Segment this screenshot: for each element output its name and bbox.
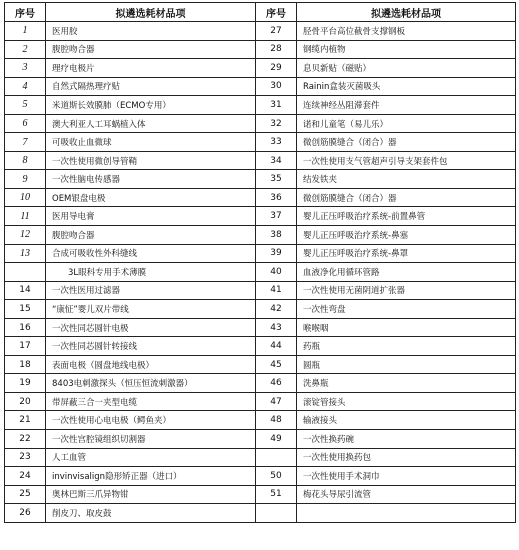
serial-cell: 43 bbox=[256, 318, 297, 337]
table-row bbox=[5, 355, 516, 374]
serial-cell: 45 bbox=[256, 355, 297, 374]
item-cell: 奥林巴斯三爪异物钳 bbox=[46, 485, 256, 504]
item-cell: 腹腔吻合器 bbox=[46, 40, 256, 59]
serial-cell: 39 bbox=[256, 244, 297, 263]
serial-cell: 17 bbox=[5, 337, 46, 356]
item-cell: 一次性换药碗 bbox=[297, 430, 516, 449]
item-cell: 喉喉咽 bbox=[297, 318, 516, 337]
serial-cell: 8 bbox=[5, 151, 46, 170]
consumables-table bbox=[4, 2, 516, 523]
item-cell: “康怔”婴儿双片带线 bbox=[46, 300, 256, 319]
header-serial-1: 序号 bbox=[5, 3, 46, 22]
table-row bbox=[5, 226, 516, 245]
serial-cell: 35 bbox=[256, 170, 297, 189]
item-cell: invinvisalign隐形矫正器（进口） bbox=[46, 467, 256, 486]
item-cell: 诺和儿童笔（易儿乐） bbox=[297, 114, 516, 133]
item-cell: 一次性宫腔镜组织切割器 bbox=[46, 430, 256, 449]
item-cell: 一次性使用换药包 bbox=[297, 448, 516, 467]
item-cell: 一次性弯盘 bbox=[297, 300, 516, 319]
serial-cell: 48 bbox=[256, 411, 297, 430]
table-row bbox=[5, 96, 516, 115]
item-cell: 微创筋膜缝合（闭合）器 bbox=[297, 188, 516, 207]
item-cell: 滚锭管接头 bbox=[297, 392, 516, 411]
item-cell: 腹腔吻合器 bbox=[46, 226, 256, 245]
serial-cell: 20 bbox=[5, 392, 46, 411]
table-row bbox=[5, 114, 516, 133]
table-row bbox=[5, 392, 516, 411]
item-cell: 一次性使用微创导管鞘 bbox=[46, 151, 256, 170]
serial-cell bbox=[256, 448, 297, 467]
table-row bbox=[5, 40, 516, 59]
item-cell: 一次性使用无菌阴道扩张器 bbox=[297, 281, 516, 300]
item-cell: 医用导电膏 bbox=[46, 207, 256, 226]
serial-cell: 16 bbox=[5, 318, 46, 337]
item-cell: 表面电极（圆盘地线电极） bbox=[46, 355, 256, 374]
serial-cell: 25 bbox=[5, 485, 46, 504]
serial-cell bbox=[5, 263, 46, 282]
item-cell: 一次性同芯圆针转接线 bbox=[46, 337, 256, 356]
table-body bbox=[5, 22, 516, 523]
item-cell: 8403电刺激探头（恒压恒流刺激器） bbox=[46, 374, 256, 393]
item-cell: 医用胶 bbox=[46, 22, 256, 41]
table-row bbox=[5, 300, 516, 319]
table-row bbox=[5, 59, 516, 78]
serial-cell: 31 bbox=[256, 96, 297, 115]
serial-cell: 30 bbox=[256, 77, 297, 96]
item-cell: 连续神经丛阻滞套件 bbox=[297, 96, 516, 115]
item-cell: 合成可吸收性外科缝线 bbox=[46, 244, 256, 263]
serial-cell: 23 bbox=[5, 448, 46, 467]
item-cell: 一次性使用心电电极（鳄鱼夹） bbox=[46, 411, 256, 430]
item-cell: 洗鼻瓶 bbox=[297, 374, 516, 393]
serial-cell: 6 bbox=[5, 114, 46, 133]
table-row bbox=[5, 281, 516, 300]
item-cell: 一次性使用手术洞巾 bbox=[297, 467, 516, 486]
serial-cell: 9 bbox=[5, 170, 46, 189]
document-page bbox=[4, 2, 516, 523]
item-cell: 一次性同芯圆针电极 bbox=[46, 318, 256, 337]
item-cell: 婴儿正压呼吸治疗系统-鼻塞 bbox=[297, 226, 516, 245]
table-row bbox=[5, 263, 516, 282]
item-cell: 钢缆内植物 bbox=[297, 40, 516, 59]
serial-cell: 24 bbox=[5, 467, 46, 486]
item-cell: 削皮刀、取皮鼓 bbox=[46, 504, 256, 523]
item-cell: 药瓶 bbox=[297, 337, 516, 356]
table-row bbox=[5, 188, 516, 207]
item-cell: OEM银盘电极 bbox=[46, 188, 256, 207]
table-row bbox=[5, 170, 516, 189]
serial-cell: 26 bbox=[5, 504, 46, 523]
serial-cell: 32 bbox=[256, 114, 297, 133]
serial-cell: 36 bbox=[256, 188, 297, 207]
serial-cell: 47 bbox=[256, 392, 297, 411]
serial-cell: 34 bbox=[256, 151, 297, 170]
serial-cell: 42 bbox=[256, 300, 297, 319]
table-row bbox=[5, 374, 516, 393]
item-cell: 一次性脑电传感器 bbox=[46, 170, 256, 189]
header-item-1: 拟遴选耗材品项 bbox=[46, 3, 256, 22]
item-cell: 人工血管 bbox=[46, 448, 256, 467]
serial-cell: 21 bbox=[5, 411, 46, 430]
item-cell: 澳大利亚人工耳蜗植入体 bbox=[46, 114, 256, 133]
item-cell: 结发铁夹 bbox=[297, 170, 516, 189]
table-row bbox=[5, 318, 516, 337]
serial-cell: 1 bbox=[5, 22, 46, 41]
table-row bbox=[5, 244, 516, 263]
table-row bbox=[5, 133, 516, 152]
table-row bbox=[5, 485, 516, 504]
table-row bbox=[5, 448, 516, 467]
item-cell: 自然式隔热理疗贴 bbox=[46, 77, 256, 96]
table-row bbox=[5, 337, 516, 356]
serial-cell: 50 bbox=[256, 467, 297, 486]
serial-cell: 40 bbox=[256, 263, 297, 282]
header-serial-2: 序号 bbox=[256, 3, 297, 22]
header-item-2: 拟遴选耗材品项 bbox=[297, 3, 516, 22]
item-cell: 梅花头导尿引流管 bbox=[297, 485, 516, 504]
table-row bbox=[5, 151, 516, 170]
serial-cell: 12 bbox=[5, 226, 46, 245]
item-cell: 息贝新贴（磁贴） bbox=[297, 59, 516, 78]
serial-cell: 15 bbox=[5, 300, 46, 319]
table-row bbox=[5, 430, 516, 449]
serial-cell: 14 bbox=[5, 281, 46, 300]
serial-cell: 28 bbox=[256, 40, 297, 59]
serial-cell: 7 bbox=[5, 133, 46, 152]
serial-cell: 13 bbox=[5, 244, 46, 263]
item-cell: 可吸收止血微球 bbox=[46, 133, 256, 152]
serial-cell: 44 bbox=[256, 337, 297, 356]
serial-cell: 3 bbox=[5, 59, 46, 78]
serial-cell: 19 bbox=[5, 374, 46, 393]
serial-cell: 38 bbox=[256, 226, 297, 245]
item-cell: 带屏蔽三合一夹型电缆 bbox=[46, 392, 256, 411]
item-cell: 输液接头 bbox=[297, 411, 516, 430]
item-cell: 3L眼科专用手术薄膜 bbox=[46, 263, 256, 282]
item-cell: 圆瓶 bbox=[297, 355, 516, 374]
item-cell: 婴儿正压呼吸治疗系统-前置鼻管 bbox=[297, 207, 516, 226]
serial-cell: 46 bbox=[256, 374, 297, 393]
serial-cell: 22 bbox=[5, 430, 46, 449]
serial-cell: 27 bbox=[256, 22, 297, 41]
serial-cell: 29 bbox=[256, 59, 297, 78]
item-cell: 微创筋膜缝合（闭合）器 bbox=[297, 133, 516, 152]
serial-cell: 10 bbox=[5, 188, 46, 207]
serial-cell: 2 bbox=[5, 40, 46, 59]
serial-cell: 41 bbox=[256, 281, 297, 300]
table-row bbox=[5, 467, 516, 486]
serial-cell bbox=[256, 504, 297, 523]
item-cell bbox=[297, 504, 516, 523]
table-row bbox=[5, 77, 516, 96]
item-cell: 一次性使用支气管超声引导支架套件包 bbox=[297, 151, 516, 170]
item-cell: 血液净化用循环管路 bbox=[297, 263, 516, 282]
serial-cell: 51 bbox=[256, 485, 297, 504]
item-cell: 理疗电极片 bbox=[46, 59, 256, 78]
serial-cell: 4 bbox=[5, 77, 46, 96]
item-cell: 米道斯长效膜肺（ECMO专用） bbox=[46, 96, 256, 115]
serial-cell: 18 bbox=[5, 355, 46, 374]
serial-cell: 33 bbox=[256, 133, 297, 152]
table-header-row bbox=[5, 3, 516, 22]
serial-cell: 5 bbox=[5, 96, 46, 115]
table-row bbox=[5, 504, 516, 523]
table-row bbox=[5, 207, 516, 226]
item-cell: 婴儿正压呼吸治疗系统-鼻罩 bbox=[297, 244, 516, 263]
table-row bbox=[5, 411, 516, 430]
item-cell: Rainin盒装灭菌吸头 bbox=[297, 77, 516, 96]
table-row bbox=[5, 22, 516, 41]
item-cell: 一次性医用过滤器 bbox=[46, 281, 256, 300]
serial-cell: 37 bbox=[256, 207, 297, 226]
serial-cell: 49 bbox=[256, 430, 297, 449]
serial-cell: 11 bbox=[5, 207, 46, 226]
item-cell: 胫骨平台高位截骨支撑钢板 bbox=[297, 22, 516, 41]
